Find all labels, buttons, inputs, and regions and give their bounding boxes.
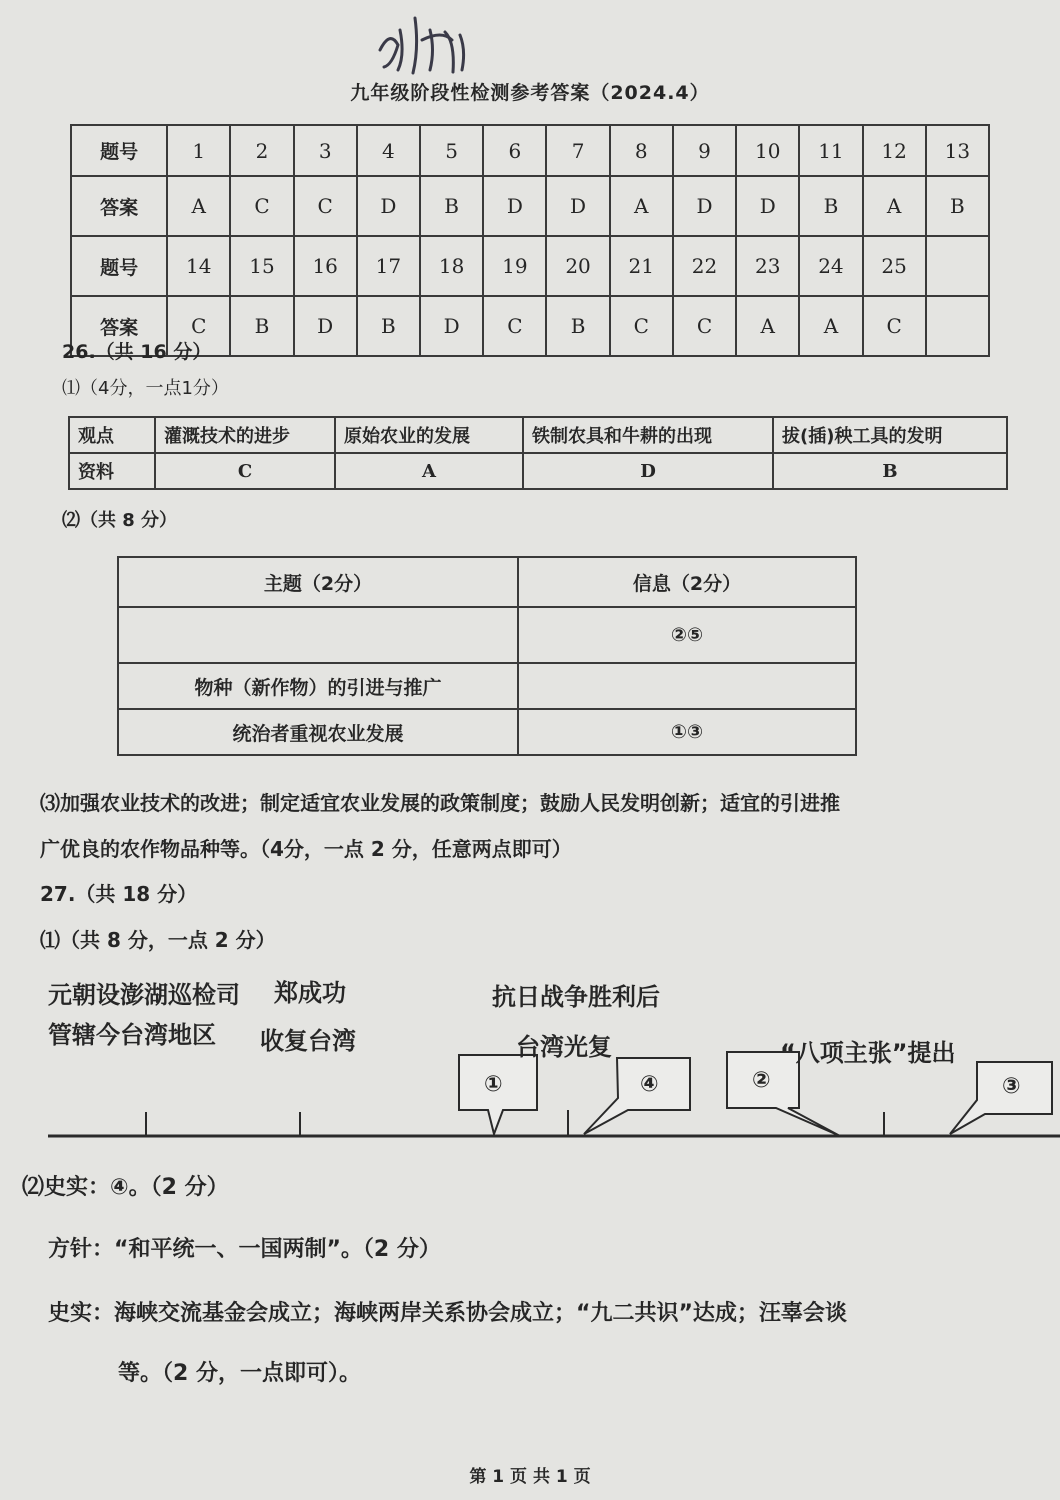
table-cell: C — [155, 453, 335, 489]
row-head: 题号 — [71, 236, 167, 296]
timeline-event-label: 抗日战争胜利后 — [492, 983, 660, 1011]
q27-facts-line1: 史实：海峡交流基金会成立；海峡两岸关系协会成立；“九二共识”达成；汪辜会谈 — [48, 1301, 847, 1326]
q27-part1-label: ⑴（共 8 分，一点 2 分） — [40, 928, 276, 952]
table-cell: 20 — [546, 236, 609, 296]
table-cell: 23 — [736, 236, 799, 296]
table-cell: D — [546, 176, 609, 236]
table-cell: 14 — [167, 236, 230, 296]
table-cell: B — [546, 296, 609, 356]
table-cell: A — [863, 176, 926, 236]
table-cell: A — [610, 176, 673, 236]
table-cell: 资料 — [69, 453, 155, 489]
table-header-cell: 主题（2分） — [118, 557, 518, 607]
timeline-event-label: 元朝设澎湖巡检司 — [48, 981, 240, 1009]
table-cell: 灌溉技术的进步 — [155, 417, 335, 453]
row-head: 题号 — [71, 125, 167, 176]
table-cell: 原始农业的发展 — [335, 417, 523, 453]
table-cell: D — [523, 453, 773, 489]
table-cell: 16 — [294, 236, 357, 296]
table-cell: 13 — [926, 125, 989, 176]
timeline-event-label: 收复台湾 — [260, 1027, 356, 1055]
table-cell: 19 — [483, 236, 546, 296]
table-cell: C — [610, 296, 673, 356]
table-cell: 24 — [799, 236, 862, 296]
q26-part3-line1: ⑶加强农业技术的改进；制定适宜农业发展的政策制度；鼓励人民发明创新；适宜的引进推 — [40, 791, 840, 815]
q26-part3-line2: 广优良的农作物品种等。（4分，一点 2 分，任意两点即可） — [40, 837, 572, 861]
timeline-event-label: “八项主张”提出 — [780, 1039, 956, 1067]
timeline-blank-3: ② — [752, 1068, 771, 1093]
table-cell: D — [420, 296, 483, 356]
q27-heading: 27.（共 18 分） — [40, 882, 198, 906]
table-cell: D — [294, 296, 357, 356]
table-cell: A — [799, 296, 862, 356]
page-title: 九年级阶段性检测参考答案（2024.4） — [350, 82, 710, 104]
table-cell: 15 — [230, 236, 293, 296]
timeline-blank-1: ① — [484, 1072, 503, 1097]
table-cell: B — [773, 453, 1007, 489]
table-cell: 18 — [420, 236, 483, 296]
table-header-cell: 信息（2分） — [518, 557, 856, 607]
table-cell: 4 — [357, 125, 420, 176]
q27-facts-line2: 等。（2 分，一点即可）。 — [118, 1361, 361, 1386]
table-cell: C — [483, 296, 546, 356]
table-cell: 17 — [357, 236, 420, 296]
table-cell: 25 — [863, 236, 926, 296]
table-cell: ②⑤ — [518, 607, 856, 663]
table-cell: 统治者重视农业发展 — [118, 709, 518, 755]
timeline-event-label: 台湾光复 — [516, 1033, 612, 1061]
row-head: 答案 — [71, 296, 167, 356]
table-cell: 10 — [736, 125, 799, 176]
table-cell: D — [483, 176, 546, 236]
table-cell: 2 — [230, 125, 293, 176]
table-cell: D — [736, 176, 799, 236]
table-cell: 5 — [420, 125, 483, 176]
q26-part1-label: ⑴（4分，一点1分） — [62, 378, 229, 399]
table-cell: 1 — [167, 125, 230, 176]
table-cell: 22 — [673, 236, 736, 296]
timeline-event-label: 管辖今台湾地区 — [48, 1021, 216, 1049]
table-cell: C — [673, 296, 736, 356]
table-cell: C — [294, 176, 357, 236]
table-cell: 物种（新作物）的引进与推广 — [118, 663, 518, 709]
table-cell: C — [230, 176, 293, 236]
table-cell: B — [230, 296, 293, 356]
table-cell: 6 — [483, 125, 546, 176]
table-cell: 3 — [294, 125, 357, 176]
table-cell: D — [673, 176, 736, 236]
table-cell: C — [863, 296, 926, 356]
table-cell: 9 — [673, 125, 736, 176]
table-cell: 12 — [863, 125, 926, 176]
table-cell: C — [167, 296, 230, 356]
row-head: 答案 — [71, 176, 167, 236]
table-cell: B — [420, 176, 483, 236]
timeline-blank-2: ④ — [640, 1072, 659, 1097]
page-footer: 第 1 页 共 1 页 — [469, 1467, 591, 1487]
timeline-blank-4: ③ — [1002, 1074, 1021, 1099]
table-cell: 11 — [799, 125, 862, 176]
table-cell: A — [167, 176, 230, 236]
table-cell: A — [335, 453, 523, 489]
table-cell: 铁制农具和牛耕的出现 — [523, 417, 773, 453]
table-cell: B — [926, 176, 989, 236]
q27-part2-fact: ⑵史实：④。（2 分） — [22, 1175, 229, 1200]
table-cell: A — [736, 296, 799, 356]
table-cell: 7 — [546, 125, 609, 176]
table-cell: 21 — [610, 236, 673, 296]
timeline-event-label: 郑成功 — [274, 979, 346, 1007]
q27-policy: 方针：“和平统一、一国两制”。（2 分） — [48, 1237, 441, 1262]
table-cell: ①③ — [518, 709, 856, 755]
table-cell: B — [799, 176, 862, 236]
q26-heading: 26.（共 16 分） — [62, 341, 212, 363]
table-cell: 8 — [610, 125, 673, 176]
table-cell: B — [357, 296, 420, 356]
table-cell: 观点 — [69, 417, 155, 453]
q26-part2-label: ⑵（共 8 分） — [62, 510, 178, 531]
table-cell: 拔(插)秧工具的发明 — [773, 417, 1007, 453]
table-cell: D — [357, 176, 420, 236]
